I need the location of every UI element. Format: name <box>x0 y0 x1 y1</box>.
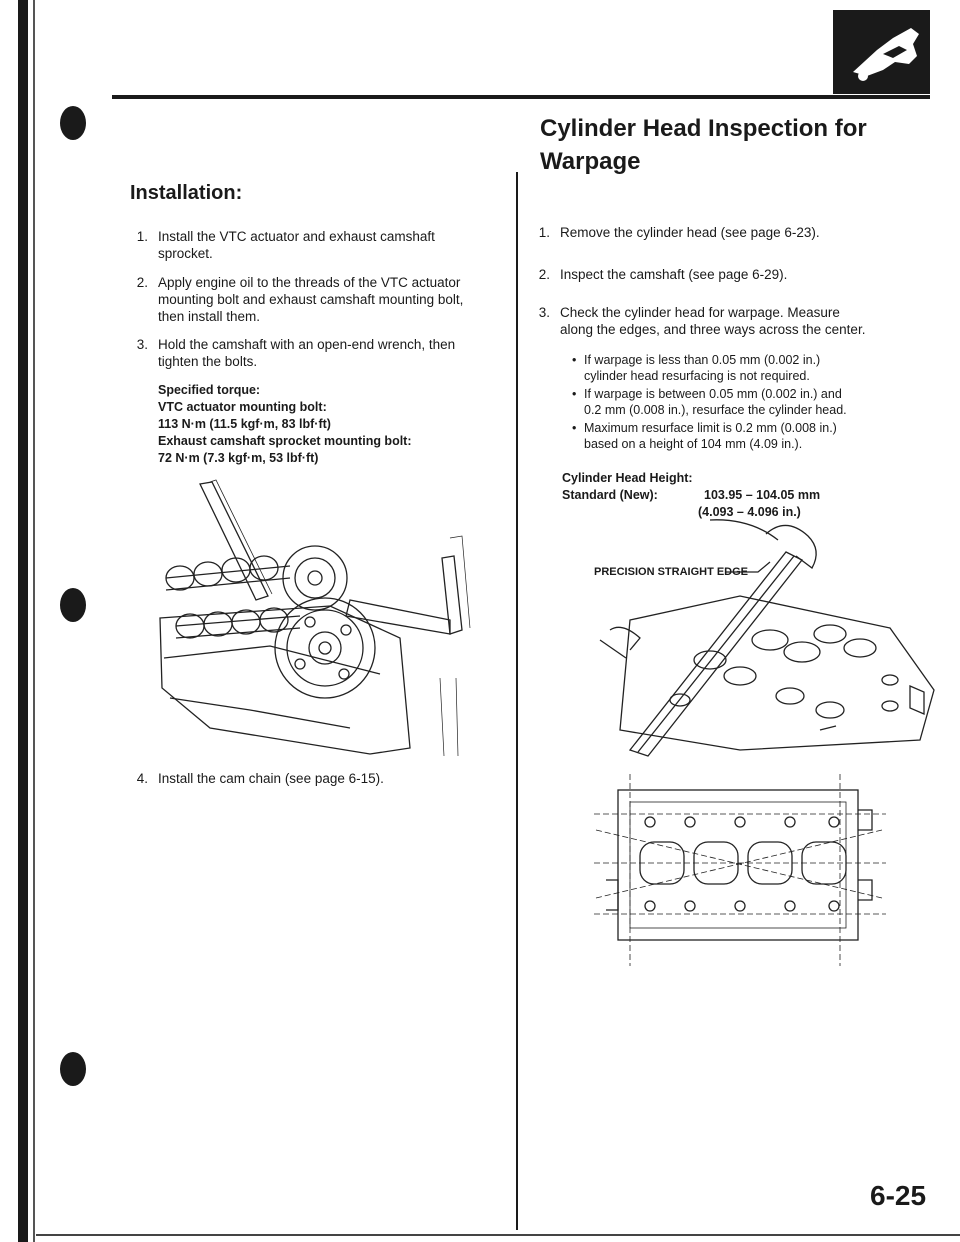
binder-hole-3 <box>60 1052 86 1086</box>
page-number: 6-25 <box>870 1180 927 1211</box>
step-text: Remove the cylinder head (see page 6-23). <box>560 225 820 240</box>
head-height-label: Standard (New): <box>562 488 658 502</box>
binder-hole-1 <box>60 106 86 140</box>
head-height-heading: Cylinder Head Height: <box>562 471 693 485</box>
torque-spec <box>158 382 508 467</box>
step-number: 1. <box>538 225 550 240</box>
installation-heading: Installation: <box>130 182 243 204</box>
warpage-criterion: • Maximum resurface limit is 0.2 mm (0.008 in.) based on a height of 104 mm (4.09 in.). <box>572 420 942 452</box>
step-text: Install the cam chain (see page 6-15). <box>158 771 384 786</box>
measurement-pattern-diagram <box>590 770 890 970</box>
step-text: Check the cylinder head for warpage. Measure along the edges, and three ways across the center. <box>560 305 866 337</box>
step-text: Apply engine oil to the threads of the VTC actuator mounting bolt and exhaust camshaft mounting bolt, then install them. <box>158 275 464 324</box>
step-text: Hold the camshaft with an open-end wrench, then tighten the bolts. <box>158 337 456 369</box>
warpage-heading-line1: Cylinder Head Inspection for <box>540 115 867 142</box>
binding-line <box>33 0 35 1242</box>
torque-vtc-label: VTC actuator mounting bolt: <box>158 400 327 414</box>
warpage-criterion: • If warpage is between 0.05 mm (0.002 in.) and 0.2 mm (0.008 in.), resurface the cylinder head. <box>572 386 942 418</box>
camshaft-wrench-illustration <box>150 478 480 760</box>
warpage-heading <box>540 112 867 178</box>
head-height-in: (4.093 – 4.096 in.) <box>698 505 801 519</box>
engine-section-logo <box>833 10 930 94</box>
straight-edge-label: PRECISION STRAIGHT EDGE <box>594 566 749 578</box>
binder-hole-2 <box>60 588 86 622</box>
head-height-mm: 103.95 – 104.05 mm <box>704 488 821 502</box>
step-number: 3. <box>538 305 550 320</box>
column-divider <box>516 172 518 1230</box>
torque-exhaust-value: 72 N·m (7.3 kgf·m, 53 lbf·ft) <box>158 451 319 465</box>
warpage-heading-line2: Warpage <box>540 148 641 175</box>
torque-vtc-value: 113 N·m (11.5 kgf·m, 83 lbf·ft) <box>158 417 331 431</box>
step-number: 1. <box>136 229 148 244</box>
step-number: 2. <box>136 275 148 290</box>
step-number: 4. <box>136 771 148 786</box>
binding-bar <box>18 0 28 1242</box>
step-text: Install the VTC actuator and exhaust camshaft sprocket. <box>158 229 435 261</box>
step-number: 2. <box>538 267 550 282</box>
straight-edge-illustration <box>590 510 940 760</box>
engine-icon <box>833 10 930 94</box>
torque-exhaust-label: Exhaust camshaft sprocket mounting bolt: <box>158 434 412 448</box>
header-rule <box>112 95 930 99</box>
step-number: 3. <box>136 337 148 352</box>
torque-heading: Specified torque: <box>158 383 261 397</box>
step-text: Inspect the camshaft (see page 6-29). <box>560 267 788 282</box>
footer-rule <box>36 1234 960 1236</box>
warpage-criteria-list <box>572 352 942 454</box>
warpage-criterion: • If warpage is less than 0.05 mm (0.002 in.) cylinder head resurfacing is not required. <box>572 352 942 384</box>
